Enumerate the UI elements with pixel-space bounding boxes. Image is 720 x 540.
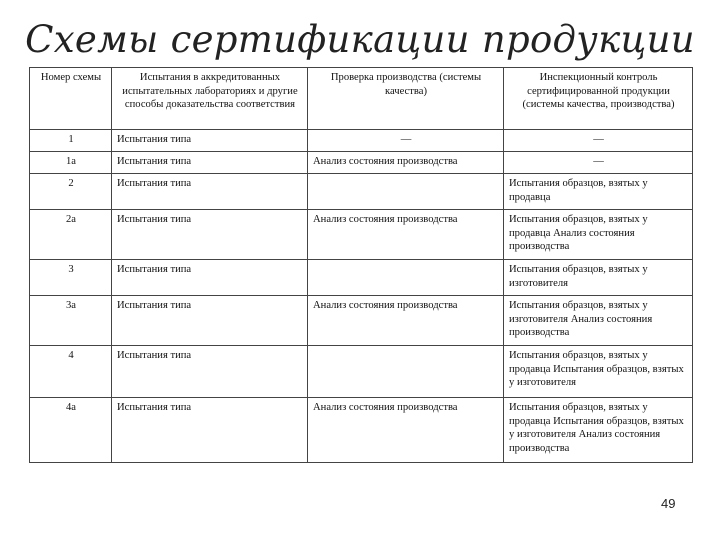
- scheme-number: 2а: [30, 210, 112, 260]
- table-row: [30, 398, 693, 463]
- testing-cell: Испытания типа: [112, 296, 308, 346]
- testing-cell: Испытания типа: [112, 346, 308, 398]
- header-production-check: Проверка производства (системы качества): [308, 68, 504, 130]
- certification-schemes-table: [29, 67, 693, 463]
- testing-cell: Испытания типа: [112, 130, 308, 152]
- table-row: [30, 296, 693, 346]
- scheme-number: 3а: [30, 296, 112, 346]
- scheme-number: 4а: [30, 398, 112, 463]
- page-number: 49: [661, 496, 676, 511]
- inspection-cell: Испытания образцов, взятых у продавца Испытания образцов, взятых у изготовителя: [504, 346, 693, 398]
- scheme-number: 4: [30, 346, 112, 398]
- table-row: [30, 210, 693, 260]
- scheme-number: 1а: [30, 152, 112, 174]
- production-cell: [308, 346, 504, 398]
- inspection-cell: Испытания образцов, взятых у продавца Испытания образцов, взятых у изготовителя Анализ состояния производства: [504, 398, 693, 463]
- inspection-cell: Испытания образцов, взятых у продавца: [504, 174, 693, 210]
- table-row: [30, 152, 693, 174]
- header-scheme-number: Номер схемы: [30, 68, 112, 130]
- testing-cell: Испытания типа: [112, 174, 308, 210]
- table-row: [30, 130, 693, 152]
- scheme-number: 1: [30, 130, 112, 152]
- production-cell: Анализ состояния производства: [308, 398, 504, 463]
- scheme-number: 3: [30, 260, 112, 296]
- production-cell: Анализ состояния производства: [308, 152, 504, 174]
- inspection-cell: —: [504, 130, 693, 152]
- header-testing: Испытания в аккредитованных испытательных лабораториях и другие способы доказательства соответствия: [112, 68, 308, 130]
- scheme-number: 2: [30, 174, 112, 210]
- table-row: [30, 174, 693, 210]
- inspection-cell: Испытания образцов, взятых у изготовителя: [504, 260, 693, 296]
- production-cell: Анализ состояния производства: [308, 296, 504, 346]
- testing-cell: Испытания типа: [112, 398, 308, 463]
- table-row: [30, 346, 693, 398]
- production-cell: Анализ состояния производства: [308, 210, 504, 260]
- testing-cell: Испытания типа: [112, 152, 308, 174]
- inspection-cell: Испытания образцов, взятых у продавца Анализ состояния производства: [504, 210, 693, 260]
- testing-cell: Испытания типа: [112, 260, 308, 296]
- production-cell: [308, 260, 504, 296]
- testing-cell: Испытания типа: [112, 210, 308, 260]
- production-cell: [308, 174, 504, 210]
- table-header-row: [30, 68, 693, 130]
- inspection-cell: Испытания образцов, взятых у изготовителя Анализ состояния производства: [504, 296, 693, 346]
- header-inspection-control: Инспекционный контроль сертифицированной продукции (системы качества, производства): [504, 68, 693, 130]
- table-row: [30, 260, 693, 296]
- page-title: Схемы сертификации продукции: [25, 18, 695, 61]
- production-cell: —: [308, 130, 504, 152]
- inspection-cell: —: [504, 152, 693, 174]
